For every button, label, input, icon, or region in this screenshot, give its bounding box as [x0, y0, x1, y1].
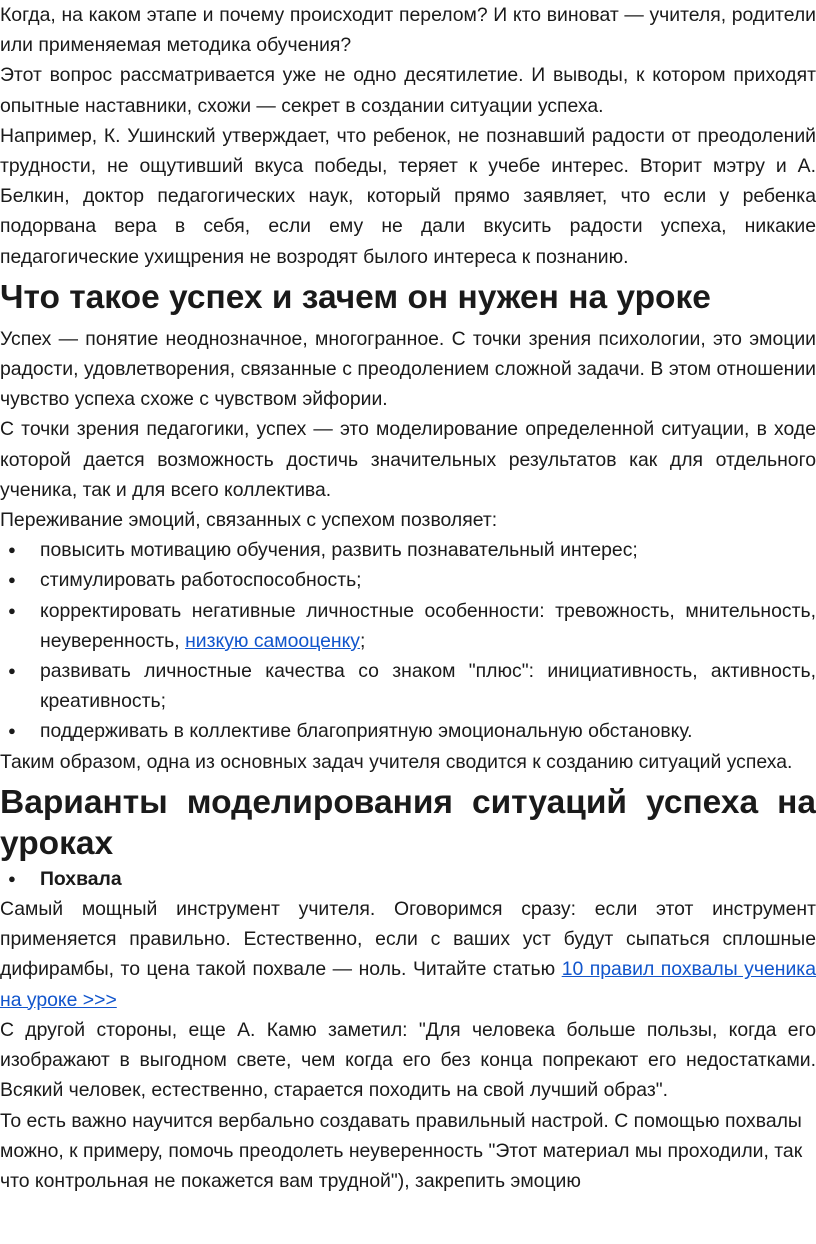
intro-paragraph-1: Когда, на каком этапе и почему происходит перелом? И кто виноват — учителя, родители или применяемая методика обучения? [0, 4, 816, 57]
intro-paragraph-2: Этот вопрос рассматривается уже не одно десятилетие. И выводы, к котором приходят опытные наставники, схожи — секрет в создании ситуации успеха. [0, 64, 816, 117]
bullet-icon: ● [8, 542, 16, 558]
section1-paragraph-4: Таким образом, одна из основных задач учителя сводится к созданию ситуаций успеха. [0, 750, 793, 773]
list-item: ● развивать личностные качества со знаком "плюс": инициативность, активность, креативность; [40, 656, 816, 716]
section1-paragraph-1: Успех — понятие неоднозначное, многогранное. С точки зрения психологии, это эмоции радости, удовлетворения, связанные с преодолением сложной задачи. В этом отношении чувство успеха схоже с чувством эйфории. [0, 327, 816, 411]
list-item: ● повысить мотивацию обучения, развить познавательный интерес; [40, 535, 816, 565]
section-heading-variants: Варианты моделирования ситуаций успеха на уроках [0, 783, 816, 862]
praise-rules-link[interactable]: 10 правил похвалы ученика на уроке >>> [0, 958, 816, 1011]
bullet-icon: ● [8, 723, 16, 739]
intro-paragraph-3: Например, К. Ушинский утверждает, что ребенок, не познавший радости от преодолений трудности, не ощутивший вкуса победы, теряет к учебе интерес. Вторит мэтру и А. Белкин, доктор педагогических наук, который прямо заявляет, что если у ребенка подорвана вера в себя, если ему не дали вкусить радости успеха, никакие педагогические ухищрения не возродят былого интереса к познанию. [0, 124, 816, 268]
bullet-icon: ● [8, 602, 16, 618]
benefits-list [0, 535, 816, 746]
bullet-icon: ● [8, 663, 16, 679]
variants-list [0, 864, 816, 894]
section-heading-success: Что такое успех и зачем он нужен на уроке [0, 278, 711, 316]
bullet-icon: ● [8, 870, 16, 886]
section1-paragraph-3: Переживание эмоций, связанных с успехом позволяет: [0, 509, 498, 532]
bullet-icon: ● [8, 572, 16, 588]
section2-paragraph-1: Самый мощный инструмент учителя. Оговоримся сразу: если этот инструмент применяется правильно. Естественно, если с ваших уст будут сыпаться сплошные дифирамбы, то цена такой похвале — ноль. Читайте статью 10 правил похвалы ученика на уроке >>> [0, 898, 816, 1011]
section2-paragraph-2: С другой стороны, еще А. Камю заметил: "Для человека больше пользы, когда его изображают в выгодном свете, чем когда его без конца попрекают его недостатками. Всякий человек, естественно, старается походить на свой лучший образ". [0, 1018, 816, 1102]
list-item-praise: ● Похвала [40, 864, 816, 894]
list-item: ● стимулировать работоспособность; [40, 565, 816, 595]
self-esteem-link[interactable]: низкую самооценку [185, 629, 360, 652]
section2-paragraph-3: То есть важно научится вербально создавать правильный настрой. С помощью похвалы можно, к примеру, помочь преодолеть неуверенность "Этот материал мы проходили, так что контрольная не покажется вам трудной"), закрепить эмоцию [0, 1109, 803, 1192]
section1-paragraph-2: С точки зрения педагогики, успех — это моделирование определенной ситуации, в ходе которой дается возможность достичь значительных результатов как для отдельного ученика, так и для всего коллектива. [0, 418, 816, 501]
list-item: ● поддерживать в коллективе благоприятную эмоциональную обстановку. [40, 716, 816, 746]
list-item: ● корректировать негативные личностные особенности: тревожность, мнительность, неуверенность, низкую самооценку; [40, 596, 816, 656]
